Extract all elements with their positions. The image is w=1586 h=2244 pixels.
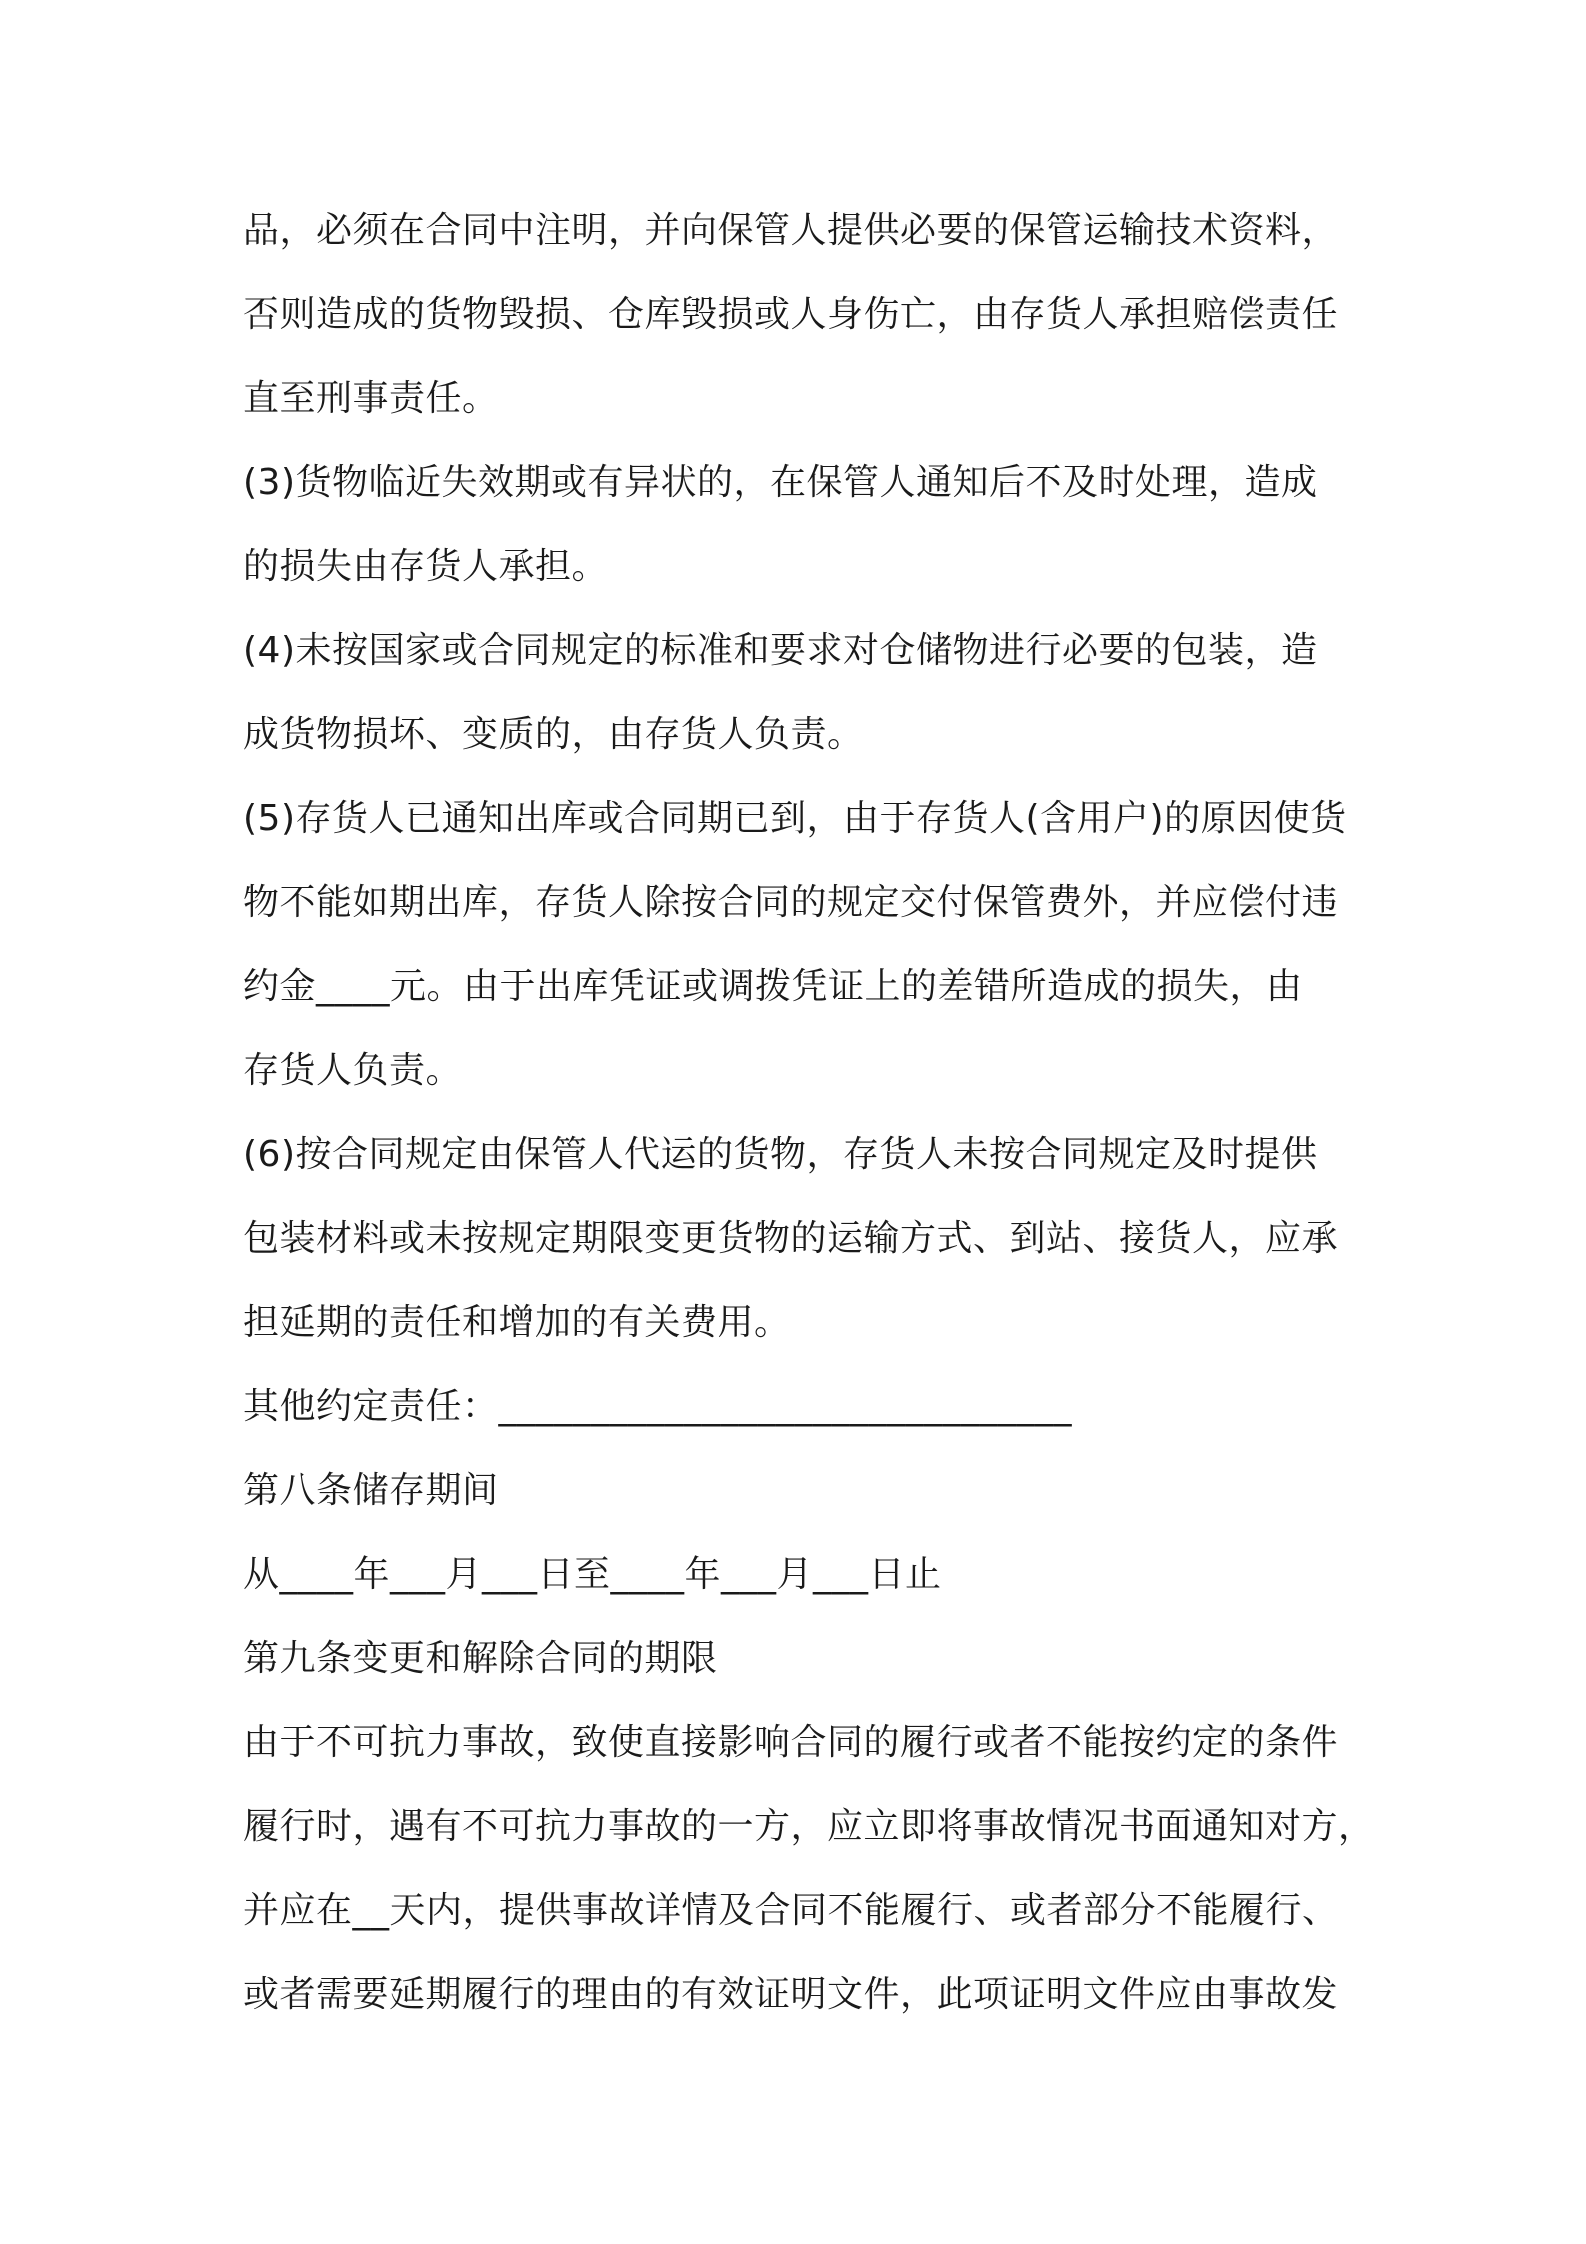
text-line: 或者需要延期履行的理由的有效证明文件，此项证明文件应由事故发 [243, 1974, 1339, 2015]
section-heading: 第九条变更和解除合同的期限 [243, 1638, 718, 1679]
text-line: 其他约定责任：_______________________________ [243, 1386, 1073, 1427]
text-line: 包装材料或未按规定期限变更货物的运输方式、到站、接货人，应承 [243, 1218, 1339, 1259]
text-line: 由于不可抗力事故，致使直接影响合同的履行或者不能按约定的条件 [243, 1722, 1339, 1763]
text-line: 品，必须在合同中注明，并向保管人提供必要的保管运输技术资料， [243, 210, 1339, 251]
text-line: 担延期的责任和增加的有关费用。 [243, 1302, 791, 1343]
text-line: (6)按合同规定由保管人代运的货物，存货人未按合同规定及时提供 [243, 1134, 1318, 1175]
section-heading: 第八条储存期间 [243, 1470, 499, 1511]
text-line: (4)未按国家或合同规定的标准和要求对仓储物进行必要的包装，造 [243, 630, 1318, 671]
text-line: 存货人负责。 [243, 1050, 463, 1091]
text-line: 约金____元。由于出库凭证或调拨凭证上的差错所造成的损失，由 [243, 966, 1303, 1007]
text-line: (5)存货人已通知出库或合同期已到，由于存货人(含用户)的原因使货 [243, 798, 1347, 839]
text-line: (3)货物临近失效期或有异状的，在保管人通知后不及时处理，造成 [243, 462, 1318, 503]
text-line: 否则造成的货物毁损、仓库毁损或人身伤亡，由存货人承担赔偿责任 [243, 294, 1339, 335]
text-line: 并应在__天内，提供事故详情及合同不能履行、或者部分不能履行、 [243, 1890, 1339, 1931]
text-line: 直至刑事责任。 [243, 378, 499, 419]
text-line: 成货物损坏、变质的，由存货人负责。 [243, 714, 864, 755]
text-line: 从____年___月___日至____年___月___日止 [243, 1554, 942, 1595]
text-line: 履行时，遇有不可抗力事故的一方，应立即将事故情况书面通知对方， [243, 1806, 1375, 1847]
text-line: 的损失由存货人承担。 [243, 546, 609, 587]
text-line: 物不能如期出库，存货人除按合同的规定交付保管费外，并应偿付违 [243, 882, 1339, 923]
